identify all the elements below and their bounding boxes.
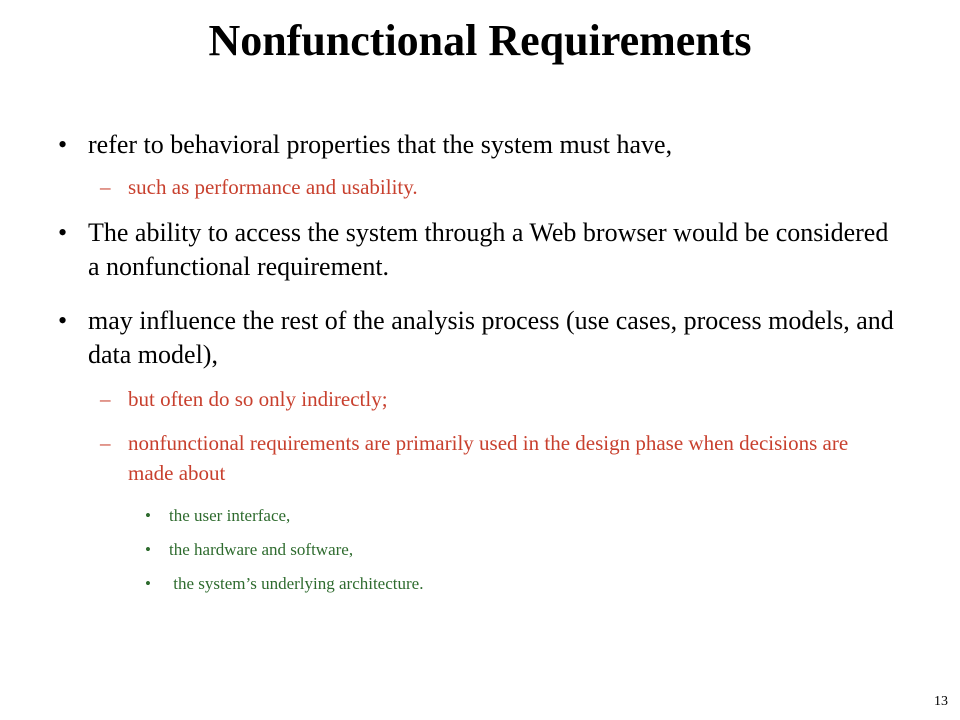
sub-bullet-text: but often do so only indirectly; [128,387,388,411]
sub-bullet-text: nonfunctional requirements are primarily used in the design phase when decisions are made about [128,431,849,485]
bullet-marker: • [145,506,151,525]
bullet-marker: • [58,130,68,159]
bullet-marker: • [145,574,151,593]
sub-bullet-item [100,428,890,488]
bullet-item [58,216,898,284]
dash-marker: – [100,175,111,199]
sub-bullet-text: such as performance and usability. [128,175,418,199]
bullet-text: The ability to access the system through a Web browser would be considered a nonfunctional requirement. [88,218,889,281]
bullet-item [58,128,898,162]
sub-sub-bullet-item [145,572,845,596]
sub-bullet-item [100,384,890,414]
slide-title: Nonfunctional Requirements [208,16,752,65]
bullet-text: refer to behavioral properties that the system must have, [88,130,673,159]
sub-bullet-item [100,172,890,202]
bullet-marker: • [58,218,68,247]
sub-sub-bullet-item [145,504,845,528]
bullet-marker: • [58,306,68,335]
dash-marker: – [100,431,111,455]
sub-sub-bullet-text: the system’s underlying architecture. [169,574,424,593]
bullet-text: may influence the rest of the analysis process (use cases, process models, and data model), [88,306,894,369]
sub-sub-bullet-text: the user interface, [169,506,291,525]
bullet-marker: • [145,540,151,559]
sub-sub-bullet-item [145,538,845,562]
dash-marker: – [100,387,111,411]
bullet-item [58,304,898,372]
page-number: 13 [934,694,948,709]
sub-sub-bullet-text: the hardware and software, [169,540,354,559]
